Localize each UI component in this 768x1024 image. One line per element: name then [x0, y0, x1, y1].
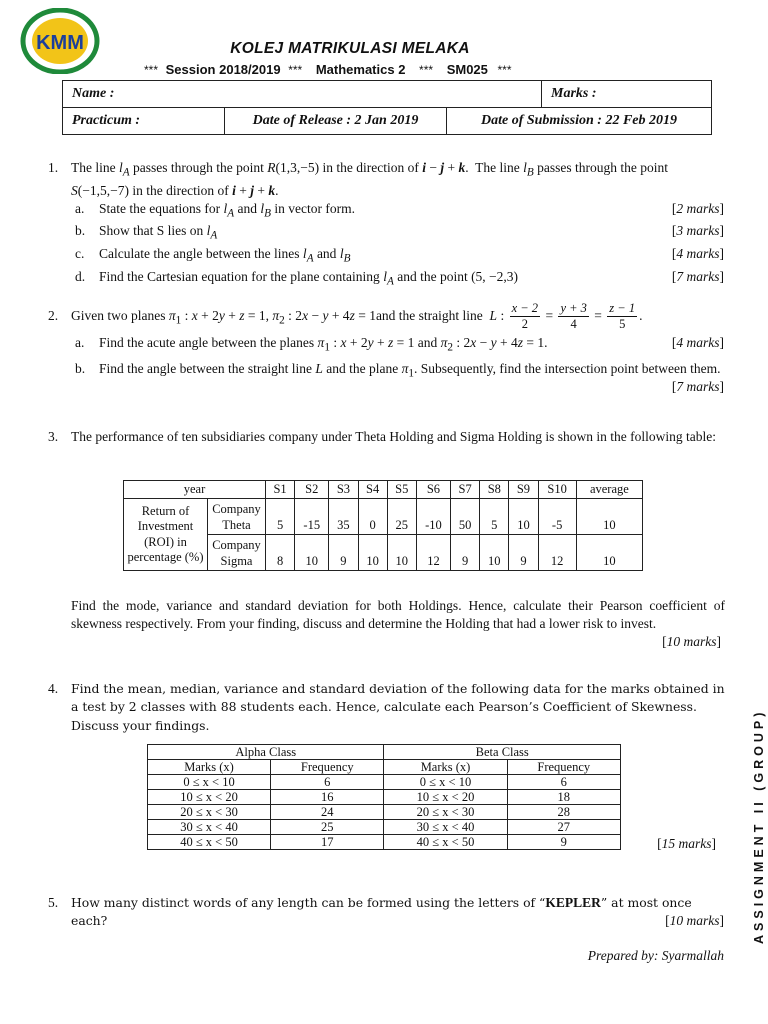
roi-row-label: Return of Investment (ROI) in percentage (%) — [124, 499, 208, 571]
roi-table: year S1 S2 S3 S4 S5 S6 S7 S8 S9 S10 average Return of Investment (ROI) in percentage (%) Company Theta 5 -15 35 0 25 -10 50 5 10 -5 10 Company Sigma 8 10 9 10 10 12 9 10 9 12 10 — [123, 480, 643, 571]
question-3: 3. The performance of ten subsidiaries company under Theta Holding and Sigma Holding is shown in the following table: — [48, 429, 716, 444]
session: Session 2018/2019 — [165, 62, 281, 77]
question-3-task: Find the mode, variance and standard deviation for both Holdings. Hence, calculate their Pearson coefficient of skewness respectively. From your finding, discuss and determine the Holding that had a lower risk to invest. [10 marks] — [71, 598, 725, 649]
question-2: 2. Given two planes $\pi_1$ : x + 2y + z = 1, $\pi_2$ : 2x − y + 4z = 1and the straight line L : $\frac{x - 2}{2}$ = $\frac{y + 3}{4}$ = $\frac{z - 1}{5}$ . a. Find the acute angle between the planes $\pi_1$ : x + 2y + z = 1 and $\pi_2$ : 2x − y + 4z = 1. [4 marks] b. Find the angle between the straight line L and the plane $\pi_1$. Subsequently, find the intersection point between them. [7 marks] — [48, 301, 724, 394]
course-code: SM025 — [446, 62, 488, 77]
table-row: Company Sigma 8 10 9 10 10 12 9 10 9 12 10 — [124, 535, 643, 571]
table-row: 0 ≤ x < 10 6 0 ≤ x < 10 6 — [148, 775, 621, 790]
table-header: year — [124, 481, 266, 499]
prepared-by: Prepared by: Syarmallah — [587, 948, 724, 963]
table-row: 30 ≤ x < 40 25 30 ≤ x < 40 27 — [148, 820, 621, 835]
name-field: Name : — [63, 81, 542, 108]
table-row: 40 ≤ x < 50 17 40 ≤ x < 50 9 — [148, 835, 621, 850]
question-1: 1. The line $l_A$ passes through the point R(1,3,−5) in the direction of i − j + k. The line $l_B$ passes through the point S(−1,5,−7) in the direction of i + j + k. a. State the equations for $l_A$ and $l_B$ in vector form. [2 marks] b. Show that S lies on $l_A$ [3 marks] c. Calculate the angle between the lines $l_A$ and $l_B$ [4 marks] d. Find the Cartesian equation for the plane containing $l_A$ and the point (5, −2,3) [7 marks] — [48, 160, 724, 288]
college-title: KOLEJ MATRIKULASI MELAKA — [230, 40, 470, 57]
table-row: 20 ≤ x < 30 24 20 ≤ x < 30 28 — [148, 805, 621, 820]
question-5: 5. How many distinct words of any length can be formed using the letters of “KEPLER” at most once each? [10 marks] — [48, 895, 724, 928]
class-marks-table: Alpha Class Beta Class Marks (x) Frequency Marks (x) Frequency 0 ≤ x < 10 6 0 ≤ x < 10 6 10 ≤ x < 20 16 10 ≤ x < 20 18 20 ≤ x < 30 24 20 ≤ x < 30 28 30 ≤ x < 40 25 30 ≤ x < 40 27 40 ≤ x < 50 17 40 ≤ x < 50 9 — [147, 744, 621, 850]
subject: Mathematics 2 — [315, 62, 406, 77]
question-4-marks: [15 marks] — [657, 836, 716, 851]
assignment-side-label: ASSIGNMENT II (GROUP) — [752, 708, 766, 944]
session-line: *** Session 2018/2019 *** Mathematics 2 *** SM025 *** — [144, 62, 512, 77]
beta-class-header: Beta Class — [384, 745, 621, 760]
student-info-table — [62, 80, 712, 135]
marks-field: Marks : — [542, 81, 712, 108]
table-row: Return of Investment (ROI) in percentage (%) Company Theta 5 -15 35 0 25 -10 50 5 10 -5 10 — [124, 499, 643, 535]
alpha-class-header: Alpha Class — [148, 745, 384, 760]
question-4: 4. Find the mean, median, variance and standard deviation of the following data for the marks obtained in a test by 2 classes with 88 students each. Hence, calculate each Pearson’s Coefficient of Skewness. Discuss your findings. — [48, 681, 725, 733]
practicum-field: Practicum : — [63, 108, 225, 135]
submission-date: Date of Submission : 22 Feb 2019 — [447, 108, 712, 135]
table-row: 10 ≤ x < 20 16 10 ≤ x < 20 18 — [148, 790, 621, 805]
release-date: Date of Release : 2 Jan 2019 — [225, 108, 447, 135]
logo-text: KMM — [36, 32, 84, 54]
